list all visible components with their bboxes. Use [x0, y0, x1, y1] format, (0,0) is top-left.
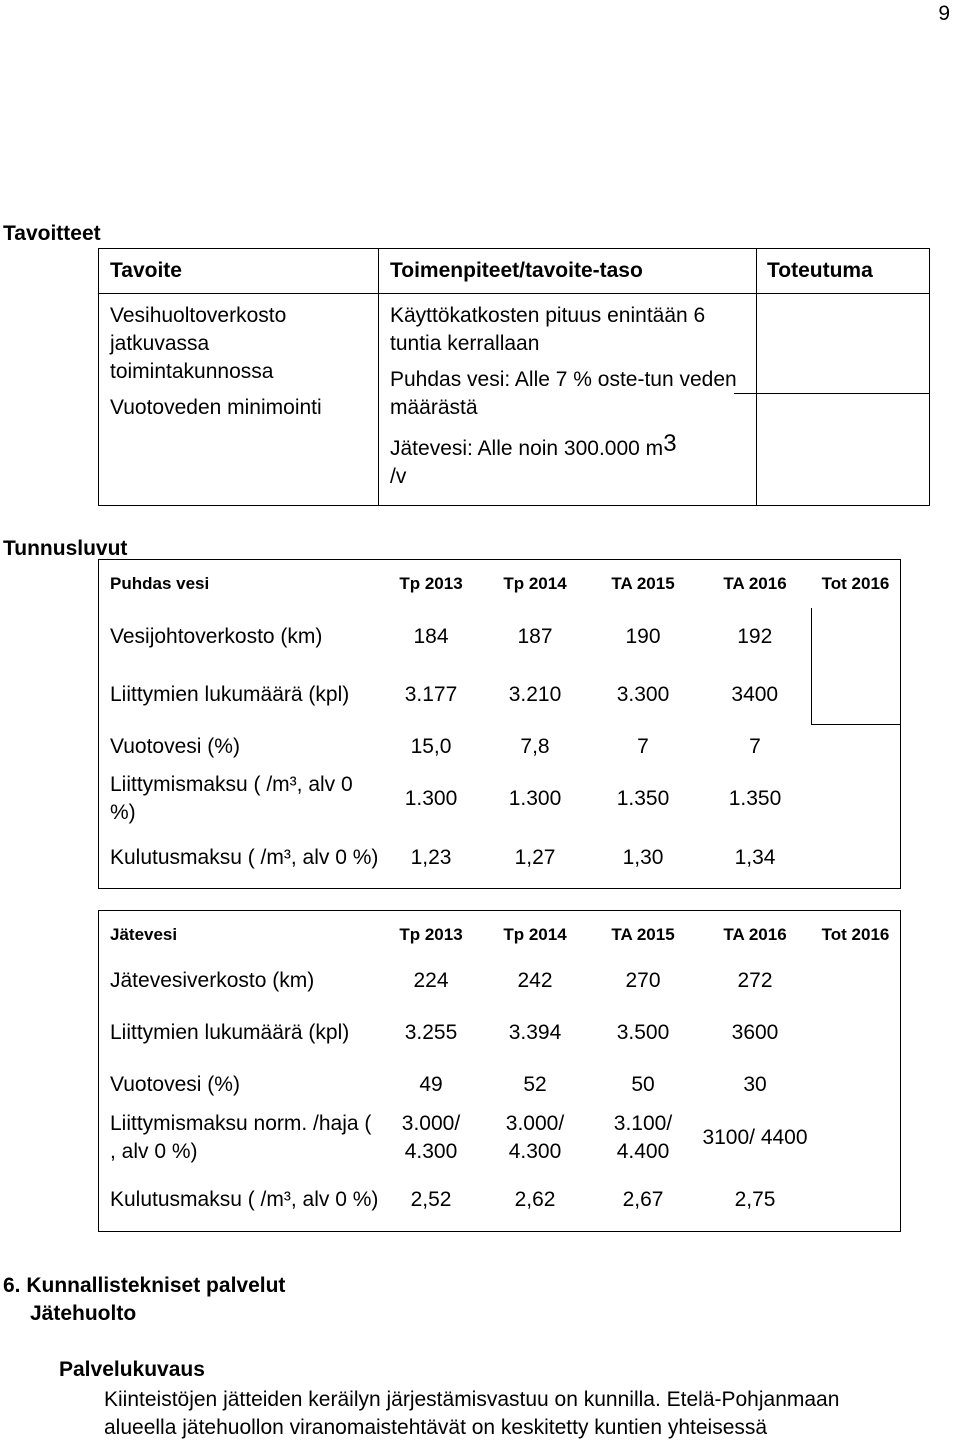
jate-header: TA 2016 [723, 925, 787, 944]
cell: 3.177 [404, 683, 458, 706]
table-row [99, 828, 901, 888]
table-row [99, 959, 901, 1003]
action-item: Käyttökatkosten pituus enintään 6 tuntia kerrallaan [390, 304, 706, 355]
cell [811, 1107, 901, 1169]
table-row [99, 1169, 901, 1231]
toteutuma-column [757, 294, 930, 506]
puhdas-header: TA 2016 [723, 574, 787, 593]
action-superscript: 3 [663, 430, 677, 457]
cell: 190 [625, 625, 661, 648]
cell [811, 724, 901, 770]
description-line: alueella jätehuollon viranomaistehtävät on keskitetty kuntien yhteisessä [104, 1416, 768, 1439]
cell: 184 [413, 625, 449, 648]
cell: 1,23 [410, 845, 452, 869]
section-heading: 6. Kunnallistekniset palvelut [3, 1274, 286, 1297]
table-row [99, 608, 901, 666]
row-label: Liittymismaksu ( /m³, alv 0 %) [110, 773, 353, 824]
cell: 1,30 [622, 845, 664, 869]
cell [811, 666, 901, 724]
puhdas-header: Tot 2016 [821, 574, 890, 593]
cell [811, 1063, 901, 1107]
jatevesi-table [98, 910, 901, 1232]
description-title: Palvelukuvaus [59, 1358, 205, 1381]
jate-header: Tp 2013 [399, 925, 463, 944]
goals-header-toteutuma: Toteutuma [757, 249, 930, 294]
cell: 50 [631, 1073, 655, 1096]
table-header-row [99, 560, 901, 609]
table-header-row [99, 911, 901, 960]
jate-header: Tp 2014 [503, 925, 567, 944]
cell: 3600 [731, 1021, 779, 1044]
cell: 3.500 [616, 1021, 670, 1044]
cell: 49 [419, 1073, 443, 1096]
goals-header-tavoite: Tavoite [99, 249, 379, 294]
cell [811, 1003, 901, 1063]
cell: 15,0 [410, 735, 452, 758]
description-line: Kiinteistöjen jätteiden keräilyn järjestämisvastuu on kunnilla. Etelä-Pohjanmaan [104, 1388, 840, 1411]
cell: 1.350 [728, 787, 782, 810]
cell [811, 608, 901, 666]
row-label: Liittymien lukumäärä (kpl) [110, 683, 350, 706]
table-row [99, 666, 901, 724]
goals-title: Tavoitteet [3, 222, 101, 245]
cell: 3400 [731, 683, 779, 706]
row-label: Vuotovesi (%) [110, 1073, 240, 1096]
cell: 187 [517, 625, 553, 648]
cell: 1.350 [616, 787, 670, 810]
row-label: Liittymien lukumäärä (kpl) [110, 1021, 350, 1044]
puhdas-vesi-table [98, 559, 901, 889]
row-label: Liittymismaksu norm. /haja ( , alv 0 %) [110, 1112, 372, 1163]
cell: 3.394 [508, 1021, 562, 1044]
table-row [99, 1063, 901, 1107]
cell: 1,34 [734, 845, 776, 869]
indicators-title: Tunnusluvut [3, 537, 128, 560]
cell: 272 [737, 969, 773, 992]
cell: 7 [637, 735, 649, 758]
action-suffix: /v [390, 465, 407, 488]
cell [811, 828, 901, 888]
table-row [99, 1003, 901, 1063]
cell: 3.300 [616, 683, 670, 706]
cell [811, 770, 901, 828]
cell: 2,75 [734, 1187, 776, 1211]
cell: 30 [743, 1073, 767, 1096]
cell [811, 959, 901, 1003]
cell: 3.255 [404, 1021, 458, 1044]
puhdas-header-label: Puhdas vesi [110, 574, 210, 593]
goals-header-toimenpiteet: Toimenpiteet/tavoite-taso [379, 249, 757, 294]
cell: 3.000/ 4.300 [401, 1112, 461, 1163]
goals-table [98, 248, 930, 506]
jate-header-label: Jätevesi [110, 925, 178, 944]
row-label: Vuotovesi (%) [110, 735, 240, 758]
row-label: Kulutusmaksu ( /m³, alv 0 %) [110, 1187, 379, 1211]
cell: 3.000/ 4.300 [505, 1112, 565, 1163]
section-subheading: Jätehuolto [30, 1302, 137, 1325]
cell: 1.300 [404, 787, 458, 810]
goal-item: Vuotoveden minimointi [110, 396, 322, 419]
puhdas-header: Tp 2014 [503, 574, 567, 593]
table-row [99, 770, 901, 828]
cell: 3.210 [508, 683, 562, 706]
actions-column [379, 294, 757, 506]
cell: 1,27 [514, 845, 556, 869]
action-item: Puhdas vesi: Alle 7 % oste-tun veden määrästä [390, 368, 737, 419]
action-item [390, 430, 756, 491]
goals-column [99, 294, 379, 506]
cell: 1.300 [508, 787, 562, 810]
row-label: Jätevesiverkosto (km) [110, 969, 315, 992]
puhdas-header: TA 2015 [611, 574, 675, 593]
cell: 2,62 [514, 1187, 556, 1211]
cell: 192 [737, 625, 773, 648]
cell: 270 [625, 969, 661, 992]
cell: 242 [517, 969, 553, 992]
puhdas-header: Tp 2013 [399, 574, 463, 593]
row-label: Kulutusmaksu ( /m³, alv 0 %) [110, 845, 379, 869]
page-number: 9 [938, 2, 950, 25]
cell: 2,67 [622, 1187, 664, 1211]
row-label: Vesijohtoverkosto (km) [110, 625, 323, 648]
description-text [104, 1386, 839, 1442]
cell [811, 1169, 901, 1231]
jate-header: Tot 2016 [821, 925, 890, 944]
cell: 3.100/ 4.400 [613, 1112, 673, 1163]
cell: 7,8 [520, 735, 550, 758]
table-row [99, 724, 901, 770]
table-row [99, 1107, 901, 1169]
goal-item: Vesihuoltoverkosto jatkuvassa toimintakunnossa [110, 304, 287, 383]
jate-header: TA 2015 [611, 925, 675, 944]
cell: 7 [749, 735, 761, 758]
cell: 224 [413, 969, 449, 992]
cell: 3100/ 4400 [702, 1126, 808, 1149]
action-text: Jätevesi: Alle noin 300.000 m [390, 437, 664, 460]
toteutuma-divider [734, 393, 930, 394]
cell: 2,52 [410, 1187, 452, 1211]
cell: 52 [523, 1073, 547, 1096]
